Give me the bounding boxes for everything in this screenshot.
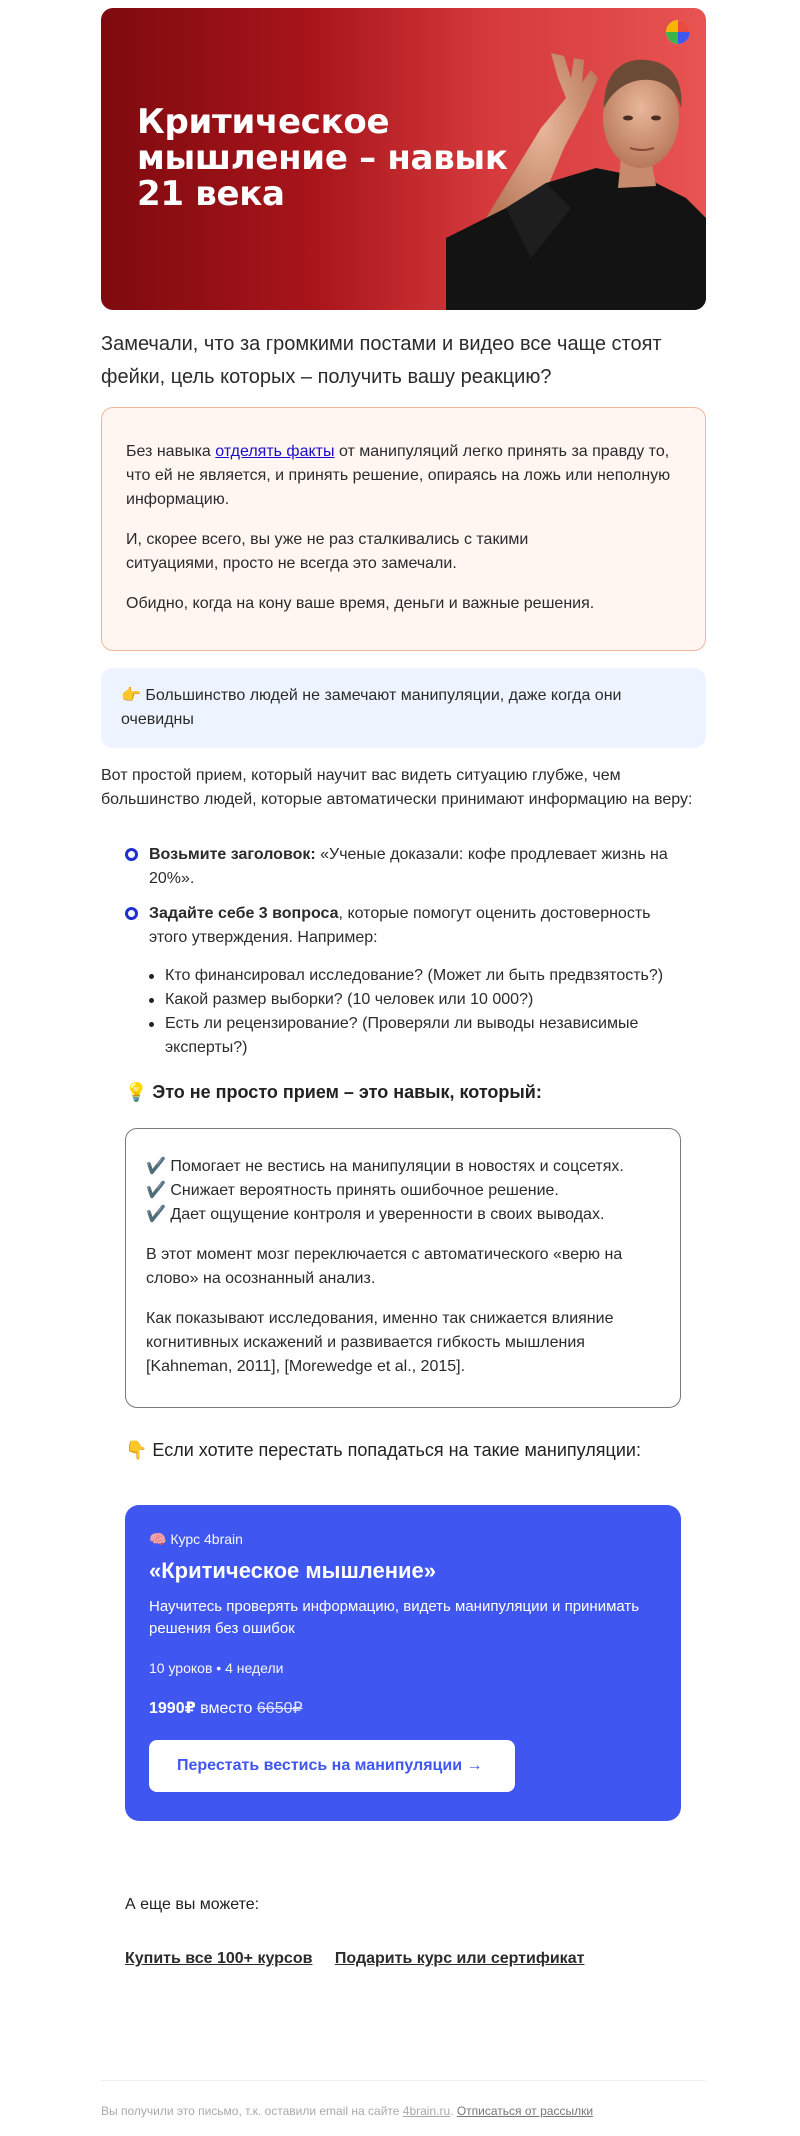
steps-list <box>125 843 685 1071</box>
course-title: «Критическое мышление» <box>149 1558 436 1583</box>
warning-paragraph-2: И, скорее всего, вы уже не раз сталкивались с такими ситуациями, просто не всегда это замечали. <box>126 531 529 572</box>
warning-card <box>101 407 706 651</box>
benefits-card <box>125 1128 681 1408</box>
step-item-2: Задайте себе 3 вопроса, которые помогут оценить достоверность этого утверждения. Например: Кто финансировал исследование? (Может ли быть предвзятость?) Какой размер выборки? (10 человек или 10 000?) Есть ли рецензирование? (Проверяли ли выводы независимые эксперты?) <box>125 902 685 1060</box>
old-price: 6650₽ <box>256 1700 303 1717</box>
brand-logo-icon <box>666 20 690 44</box>
benefits-paragraph-1: В этот момент мозг переключается с автоматического «верю на слово» на осознанный анализ. <box>146 1246 623 1287</box>
cta-heading: 👇 Если хотите перестать попадаться на такие манипуляции: <box>125 1440 641 1460</box>
intro-text: Вот простой прием, который научит вас видеть ситуацию глубже, чем большинство людей, которые автоматически принимают информацию на веру: <box>101 767 693 808</box>
warning-paragraph-3: Обидно, когда на кону ваше время, деньги и важные решения. <box>126 595 595 612</box>
footer-divider <box>101 2080 706 2081</box>
site-link[interactable]: 4brain.ru <box>402 2104 451 2118</box>
question-item: Есть ли рецензирование? (Проверяли ли выводы независимые эксперты?) <box>165 1012 685 1060</box>
benefit-item: ✔️ Дает ощущение контроля и уверенности в своих выводах. <box>146 1206 605 1223</box>
course-meta: 10 уроков • 4 недели <box>149 1660 284 1676</box>
step-item-1: Возьмите заголовок: «Ученые доказали: кофе продлевает жизнь на 20%». <box>125 843 685 891</box>
unsubscribe-link[interactable]: Отписаться от рассылки <box>456 2104 594 2118</box>
course-price: 1990₽ вместо 6650₽ <box>149 1700 303 1717</box>
bullet-circle-icon <box>125 848 138 861</box>
more-links <box>125 1950 602 1968</box>
footer-text: Вы получили это письмо, т.к. оставили email на сайте 4brain.ru. Отписаться от рассылки <box>101 2104 594 2118</box>
benefit-item: ✔️ Помогает не вестись на манипуляции в новостях и соцсетях. <box>146 1158 624 1175</box>
buy-all-courses-link[interactable]: Купить все 100+ курсов <box>125 1950 313 1967</box>
more-options-label: А еще вы можете: <box>125 1896 260 1913</box>
bullet-circle-icon <box>125 907 138 920</box>
question-item: Какой размер выборки? (10 человек или 10 000?) <box>165 988 685 1012</box>
highlight-card: 👉 Большинство людей не замечают манипуляции, даже когда они очевидны <box>101 668 706 748</box>
question-item: Кто финансировал исследование? (Может ли быть предвзятость?) <box>165 964 685 988</box>
hero-person-photo <box>446 8 706 310</box>
benefits-list <box>146 1155 660 1227</box>
skill-heading: 💡 Это не просто прием – это навык, который: <box>125 1082 542 1102</box>
benefit-item: ✔️ Снижает вероятность принять ошибочное решение. <box>146 1182 559 1199</box>
gift-course-link[interactable]: Подарить курс или сертификат <box>334 1950 585 1967</box>
course-tag: 🧠 Курс 4brain <box>149 1531 243 1547</box>
course-description: Научитесь проверять информацию, видеть манипуляции и принимать решения без ошибок <box>149 1598 640 1637</box>
questions-list <box>125 964 685 1060</box>
hero-banner <box>101 8 706 310</box>
lead-question: Замечали, что за громкими постами и видео все чаще стоят фейки, цель которых – получить вашу реакцию? <box>101 333 662 388</box>
course-cta-button[interactable]: Перестать вестись на манипуляции → <box>149 1740 515 1792</box>
course-card <box>125 1505 681 1821</box>
current-price: 1990₽ <box>149 1700 196 1717</box>
hero-title: Критическое мышление – навык 21 века <box>137 102 508 214</box>
warning-paragraph-1: Без навыка отделять факты от манипуляций легко принять за правду то, что ей не является, и принять решение, опираясь на ложь или неполную информацию. <box>126 443 671 508</box>
separate-facts-link[interactable]: отделять факты <box>215 443 335 460</box>
benefits-paragraph-2: Как показывают исследования, именно так снижается влияние когнитивных искажений и развивается гибкость мышления [Kahneman, 2011], [Morewedge et al., 2015]. <box>146 1310 614 1375</box>
